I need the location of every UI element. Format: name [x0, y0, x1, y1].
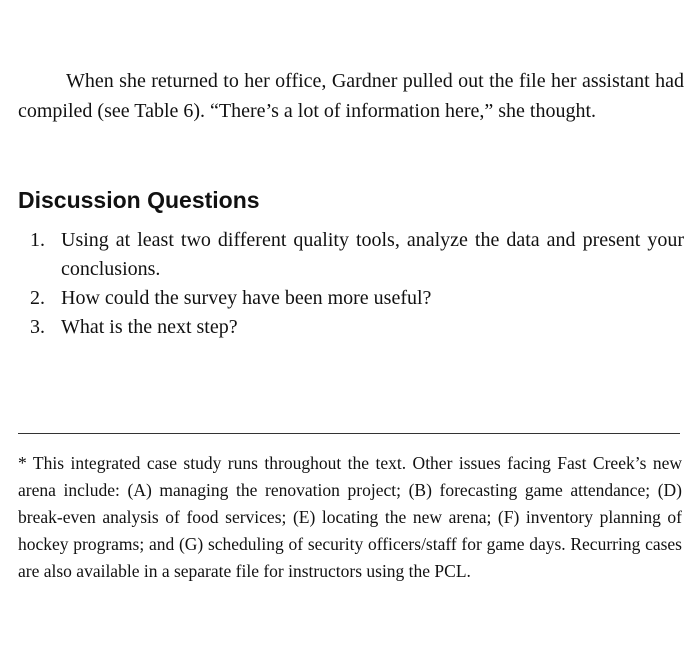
question-text: Using at least two different quality tools, analyze the data and present your conclusions. — [61, 229, 684, 280]
question-text: What is the next step? — [61, 316, 238, 338]
footnote-text: * This integrated case study runs throughout the text. Other issues facing Fast Creek’s new arena include: (A) managing the renovation project; (B) forecasting game attendance; (D) break-even analysis of food services; (E) locating the new arena; (F) inventory planning of hockey programs; and (G) scheduling of security officers/staff for game days. Recurring cases are also available in a separate file for instructors using the PCL. — [18, 453, 682, 581]
question-item — [18, 313, 684, 342]
question-number: 2. — [30, 287, 45, 309]
discussion-questions-list — [18, 226, 684, 342]
footnote-divider — [18, 433, 680, 434]
intro-paragraph: When she returned to her office, Gardner pulled out the file her assistant had compiled (see Table 6). “There’s a lot of information here,” she thought. — [18, 70, 684, 122]
question-item — [18, 284, 684, 313]
question-number: 3. — [30, 316, 45, 338]
question-item — [18, 226, 684, 284]
question-text: How could the survey have been more useful? — [61, 287, 432, 309]
discussion-questions-heading: Discussion Questions — [18, 187, 260, 213]
question-number: 1. — [30, 229, 45, 251]
